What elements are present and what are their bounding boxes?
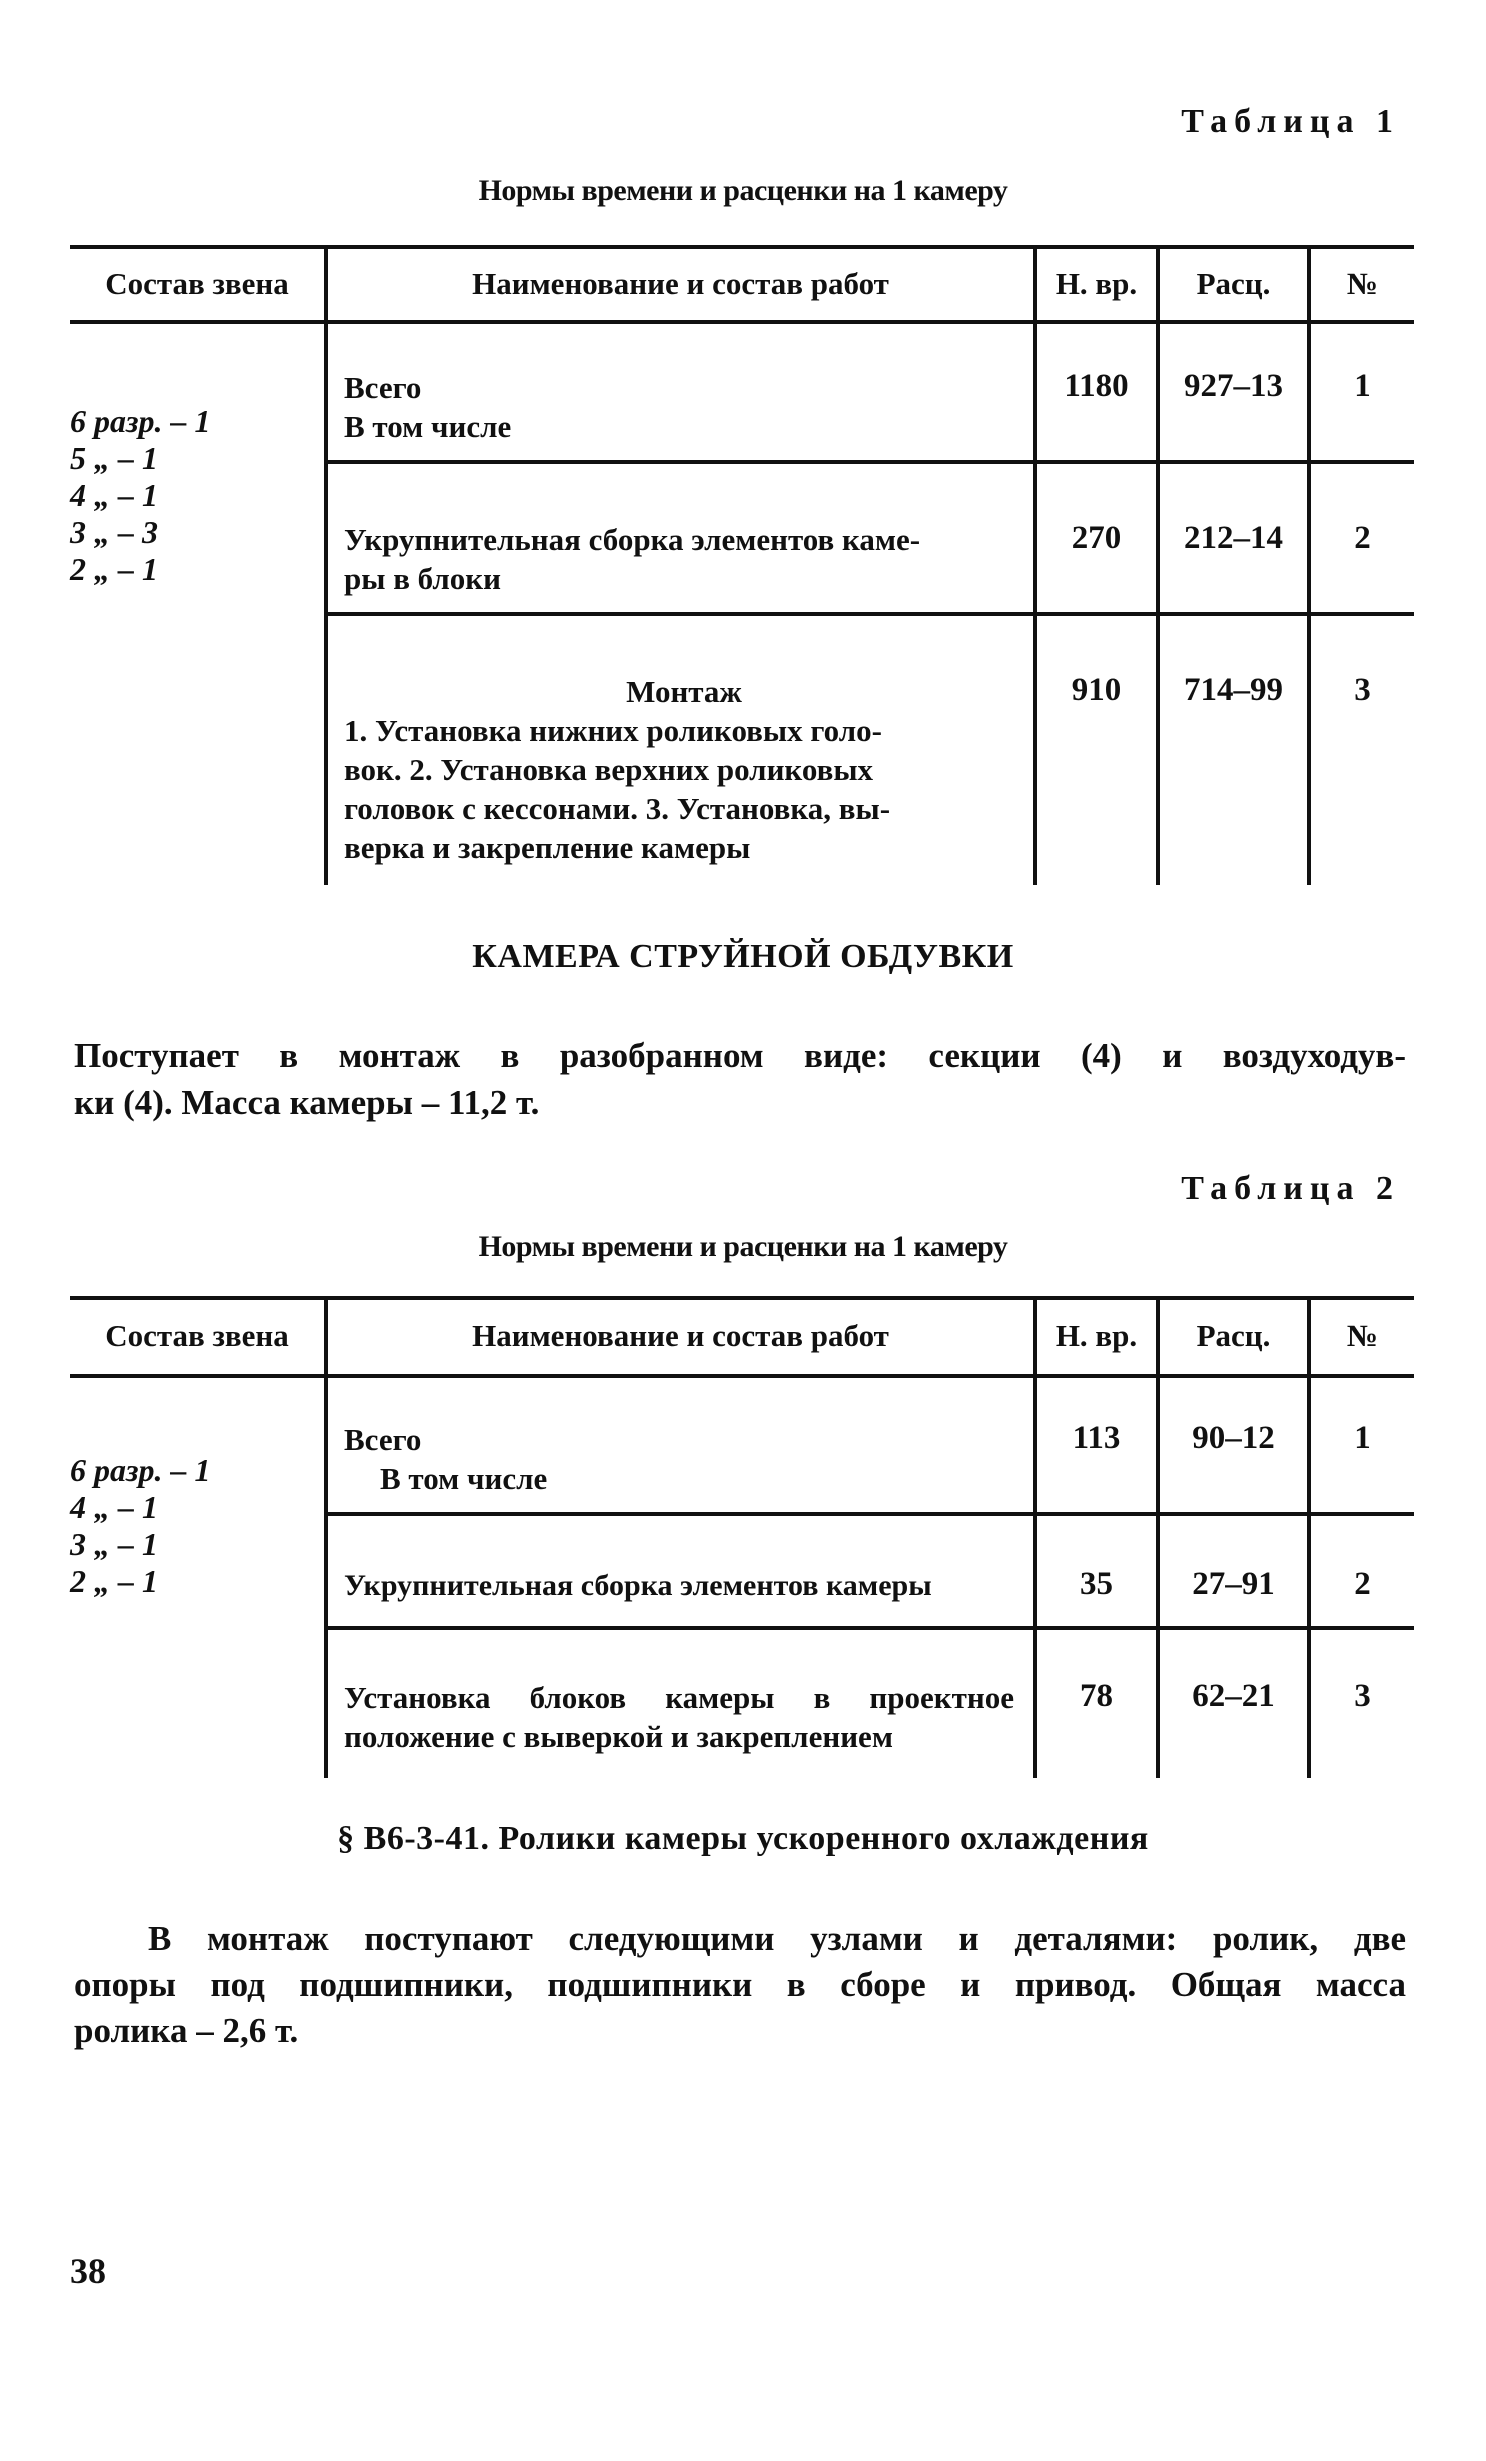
crew-line: 4 „ – 1 (70, 477, 158, 513)
table2-caption: Нормы времени и расценки на 1 камеру (478, 1230, 1008, 1263)
table2-row1-time: 113 (1072, 1420, 1121, 1456)
table1-row1-time: 1180 (1064, 368, 1129, 404)
row-text-line: 1. Установка нижних роликовых голо- (344, 713, 882, 748)
table2-header-crew: Состав звена (105, 1318, 289, 1353)
table1-top-rule (70, 245, 1414, 249)
table1-header-name: Наименование и состав работ (472, 266, 889, 301)
table1-row2-name (344, 520, 920, 598)
table2-row2-price: 27–91 (1192, 1566, 1275, 1602)
table2-crew-list (70, 1452, 210, 1600)
row-text-line: вок. 2. Установка верхних роликовых (344, 752, 874, 787)
row-text-line: Укрупнительная сборка элементов каме- (344, 522, 921, 557)
page-number: 38 (70, 2251, 106, 2291)
table1-col-rule (1307, 245, 1311, 885)
row-text-line: головок с кессонами. 3. Установка, вы- (344, 791, 891, 826)
table2-row2-time: 35 (1080, 1566, 1113, 1602)
crew-line: 2 „ – 1 (70, 551, 158, 587)
table1-row3-price: 714–99 (1184, 672, 1283, 708)
section1-heading: КАМЕРА СТРУЙНОЙ ОБДУВКИ (472, 938, 1014, 975)
crew-line: 5 „ – 1 (70, 440, 158, 476)
row-text-line: Укрупнительная сборка элементов камеры (344, 1569, 932, 1602)
table1-header-price: Расц. (1196, 266, 1271, 301)
row-text-line: положение с выверкой и закреплением (344, 1719, 893, 1754)
table1-row1-name (344, 368, 511, 446)
table1-row2-price: 212–14 (1184, 520, 1283, 556)
row-text-line: ры в блоки (344, 561, 502, 596)
table2-col-rule (324, 1296, 328, 1778)
row-title: Монтаж (626, 674, 742, 709)
table1-row3-no: 3 (1354, 672, 1371, 708)
table1-caption: Нормы времени и расценки на 1 камеру (478, 174, 1008, 207)
section1-paragraph (74, 1032, 1406, 1126)
table1-row2-no: 2 (1354, 520, 1371, 556)
paragraph-line: В монтаж поступают следующими узлами и деталями: ролик, две (148, 1919, 1406, 1958)
table1-row-rule (326, 612, 1414, 616)
table1-header-no: № (1346, 266, 1379, 301)
table1-row3-time: 910 (1071, 672, 1122, 708)
table2-header-rule (70, 1374, 1414, 1378)
table2-row1-price: 90–12 (1192, 1420, 1275, 1456)
row-text-line: Установка блоков камеры в проектное (344, 1680, 1014, 1715)
table1-col-rule (1156, 245, 1160, 885)
table2-header-no: № (1346, 1318, 1379, 1353)
crew-line: 3 „ – 1 (70, 1526, 158, 1562)
table1-row2-time: 270 (1071, 520, 1122, 556)
section2-heading: § В6-3-41. Ролики камеры ускоренного охлаждения (337, 1820, 1149, 1857)
table2-row2-no: 2 (1354, 1566, 1371, 1602)
crew-line: 3 „ – 3 (70, 514, 158, 550)
table1-row1-price: 927–13 (1184, 368, 1283, 404)
table2-row-rule (326, 1626, 1414, 1630)
table2-row3-time: 78 (1080, 1678, 1113, 1714)
table2-row1-no: 1 (1354, 1420, 1371, 1456)
table2-row3-no: 3 (1354, 1678, 1371, 1714)
paragraph-line: Поступает в монтаж в разобранном виде: секции (4) и воздуходув- (74, 1036, 1406, 1075)
table2-row3-name (344, 1678, 1014, 1756)
crew-line: 4 „ – 1 (70, 1489, 158, 1525)
table1-row3-name (344, 672, 1024, 867)
row-text-line: верка и закрепление камеры (344, 830, 751, 865)
crew-line: 2 „ – 1 (70, 1563, 158, 1599)
crew-line: 6 разр. – 1 (70, 403, 211, 439)
paragraph-line: опоры под подшипники, подшипники в сборе и привод. Общая масса (74, 1965, 1406, 2004)
paragraph-line: ролика – 2,6 т. (74, 2011, 299, 2050)
table2-label: Таблица 2 (1181, 1170, 1400, 1207)
row-text-line: В том числе (344, 409, 512, 444)
table2-row2-name (344, 1566, 1032, 1605)
table2-header-time: Н. вр. (1055, 1318, 1138, 1353)
table2-header-price: Расц. (1196, 1318, 1271, 1353)
row-text-line: Всего (344, 1422, 422, 1457)
table2-row1-name (344, 1420, 547, 1498)
table2-header-name: Наименование и состав работ (472, 1318, 889, 1353)
table1-label: Таблица 1 (1181, 103, 1400, 140)
table1-row1-no: 1 (1354, 368, 1371, 404)
table1-col-rule (324, 245, 328, 885)
table2-row-rule (326, 1512, 1414, 1516)
table2-row3-price: 62–21 (1192, 1678, 1275, 1714)
table1-row-rule (326, 460, 1414, 464)
section2-paragraph (74, 1916, 1406, 2054)
table1-crew-list (70, 403, 210, 588)
paragraph-line: ки (4). Масса камеры – 11,2 т. (74, 1083, 540, 1122)
table1-header-rule (70, 320, 1414, 324)
table1-col-rule (1033, 245, 1037, 885)
table2-top-rule (70, 1296, 1414, 1300)
table1-header-time: Н. вр. (1055, 266, 1138, 301)
row-text-line: Всего (344, 370, 422, 405)
crew-line: 6 разр. – 1 (70, 1452, 211, 1488)
row-text-line: В том числе (380, 1461, 548, 1496)
table1-header-crew: Состав звена (105, 266, 289, 301)
